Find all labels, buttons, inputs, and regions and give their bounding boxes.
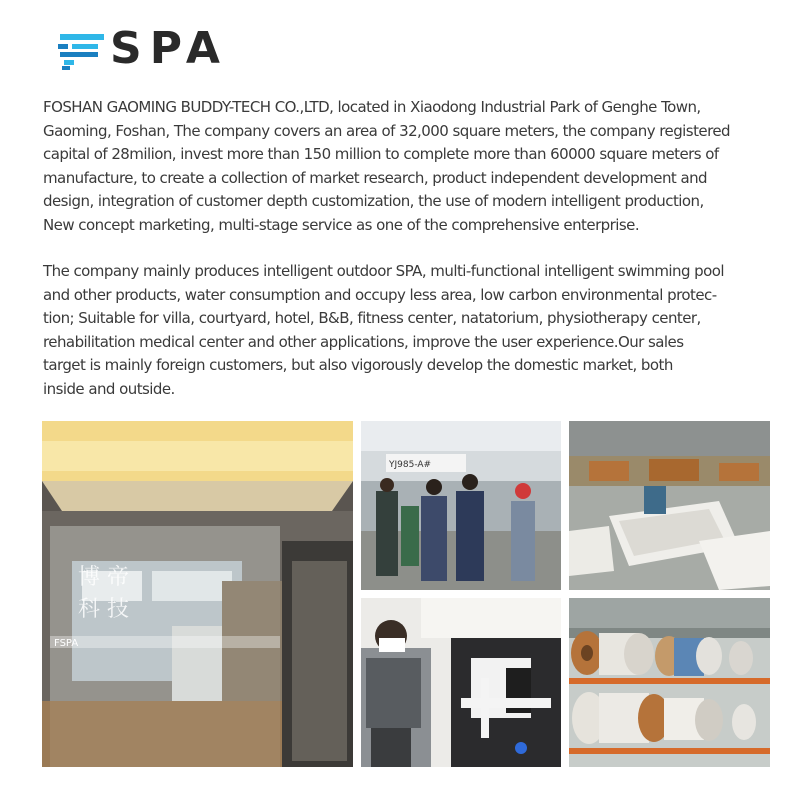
products-line: inside and outside. bbox=[43, 379, 175, 398]
factory-workers-photo bbox=[361, 421, 561, 590]
machine-sign-text: YJ985-A# bbox=[389, 460, 432, 470]
material-rolls-photo bbox=[569, 598, 770, 767]
intro-paragraph bbox=[43, 96, 771, 238]
fspa-stripe-f-icon bbox=[58, 30, 110, 72]
spa-assembly-photo bbox=[361, 598, 561, 767]
products-line: tion; Suitable for villa, courtyard, hotel, B&B, fitness center, natatorium, physiotherapy center, bbox=[43, 309, 701, 328]
products-line: The company mainly produces intelligent outdoor SPA, multi-functional intelligent swimming pool bbox=[43, 262, 725, 280]
intro-line: FOSHAN GAOMING BUDDY-TECH CO.,LTD, located in Xiaodong Industrial Park of Genghe Town, bbox=[43, 98, 701, 116]
glass-logo-text-2: 科 技 bbox=[78, 597, 129, 622]
glass-logo-text-1: 博 帝 bbox=[78, 565, 129, 590]
products-paragraph bbox=[43, 260, 771, 402]
door-logo-text: FSPA bbox=[54, 638, 79, 649]
fspa-logo bbox=[58, 23, 248, 74]
intro-line: capital of 28milion, invest more than 150 million to complete more than 60000 square meters of bbox=[43, 145, 719, 164]
logo-wordmark: SPA bbox=[110, 23, 228, 74]
products-line: target is mainly foreign customers, but also vigorously develop the domestic market, both bbox=[43, 356, 673, 375]
products-line: and other products, water consumption and occupy less area, low carbon environmental protec- bbox=[43, 285, 717, 304]
products-line: rehabilitation medical center and other applications, improve the user experience.Our sales bbox=[43, 332, 684, 351]
intro-line: Gaoming, Foshan, The company covers an area of 32,000 square meters, the company registered bbox=[43, 121, 731, 140]
intro-line: design, integration of customer depth customization, the use of modern intelligent production, bbox=[43, 192, 704, 211]
office-entrance-photo bbox=[42, 421, 353, 767]
intro-line: manufacture, to create a collection of market research, product independent development and bbox=[43, 168, 708, 187]
intro-line: New concept marketing, multi-stage service as one of the comprehensive enterprise. bbox=[43, 215, 640, 234]
spa-tubs-warehouse-photo bbox=[569, 421, 770, 590]
